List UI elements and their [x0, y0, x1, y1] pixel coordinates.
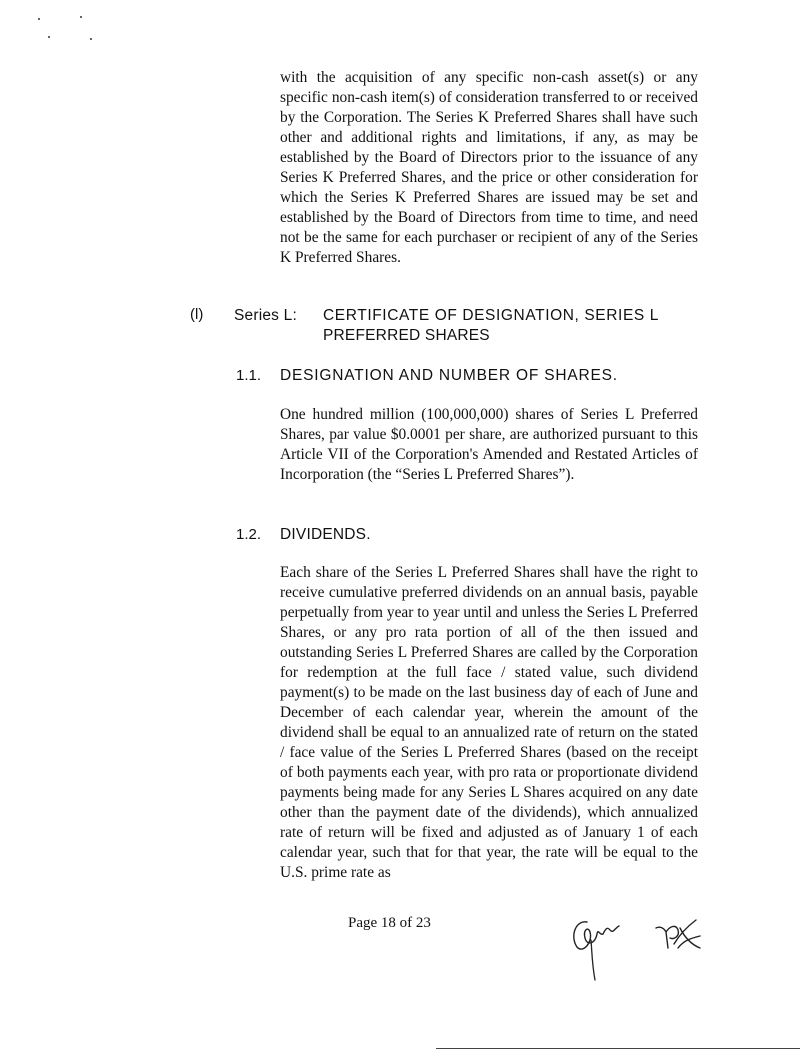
- section-title: [323, 306, 703, 346]
- subsection-heading: DESIGNATION AND NUMBER OF SHARES.: [280, 367, 618, 384]
- subsection-number: 1.2.: [236, 526, 262, 543]
- signature-initials: [565, 912, 635, 987]
- subsection-body: One hundred million (100,000,000) shares of Series L Preferred Shares, par value $0.0001 per share, are authorized pursuant to this Article VII of the Corporation's Amended and Restated Articles of Incorporation (the “Series L Preferred Shares”).: [280, 406, 698, 483]
- series-label: Series L:: [234, 307, 297, 324]
- section-title-line2: PREFERRED SHARES: [323, 327, 490, 344]
- scan-speck: [80, 16, 82, 18]
- subsection-body: Each share of the Series L Preferred Shares shall have the right to receive cumulative preferred dividends on an annual basis, payable perpetually from year to year until and unless the Series L Preferred Shares, or any pro rata portion of all of the then issued and outstanding Series L Preferred Shares are called by the Corporation for redemption at the full face / stated value, such dividend payment(s) to be made on the last business day of each of June and December of each calendar year, wherein the amount of the dividend shall be equal to an annualized rate of return on the stated / face value of the Series L Preferred Shares (based on the receipt of both payments each year, with pro rata or proportionate dividend payments being made for any Series L Shares acquired on any date other than the payment date of the dividends), which annualized rate of return will be fixed and adjusted as of January 1 of each calendar year, such that for that year, the rate will be equal to the U.S. prime rate as: [280, 564, 698, 881]
- subsection-heading: DIVIDENDS.: [280, 526, 371, 543]
- scan-speck: [48, 36, 50, 38]
- scan-speck: [90, 38, 92, 40]
- section-title-line1: CERTIFICATE OF DESIGNATION, SERIES L: [323, 307, 659, 324]
- scan-speck: [38, 18, 40, 20]
- signature-initials: [650, 914, 705, 959]
- bottom-rule: [436, 1048, 800, 1049]
- subsection-number: 1.1.: [236, 367, 262, 384]
- page-number: Page 18 of 23: [348, 915, 431, 931]
- section-marker: (l): [190, 306, 204, 323]
- intro-paragraph: with the acquisition of any specific non-cash asset(s) or any specific non-cash item(s) of consideration transferred to or received by the Corporation. The Series K Preferred Shares shall have such other and additional rights and limitations, if any, as may be established by the Board of Directors prior to the issuance of any Series K Preferred Shares, and the price or other consideration for which the Series K Preferred Shares are issued may be set and established by the Board of Directors from time to time, and need not be the same for each purchaser or recipient of any of the Series K Preferred Shares.: [280, 69, 698, 266]
